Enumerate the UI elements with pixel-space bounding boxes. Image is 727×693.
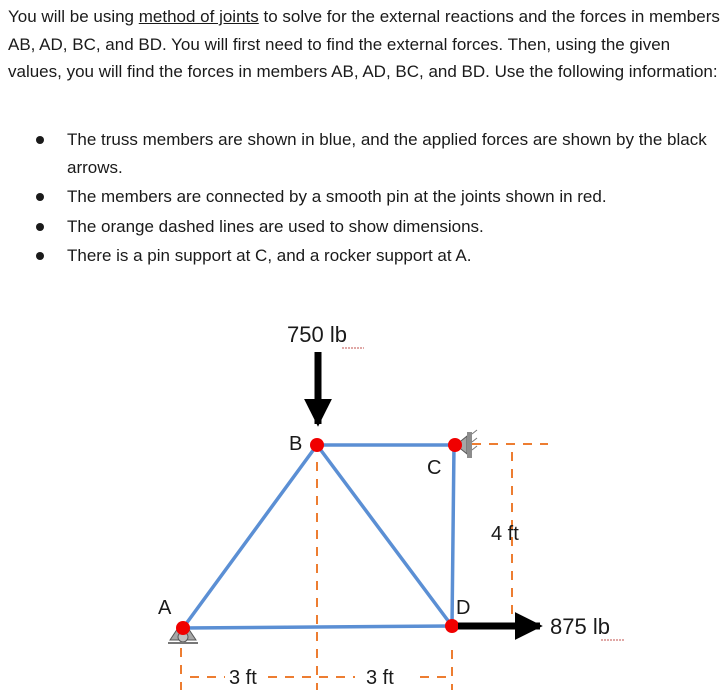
dim-label-vertical: 4 ft — [491, 523, 519, 545]
joint-b — [310, 438, 324, 452]
list-item: The orange dashed lines are used to show dimensions. — [0, 213, 727, 241]
joints — [176, 438, 462, 635]
node-label-b: B — [289, 433, 303, 455]
dim-label-left: 3 ft — [229, 667, 257, 689]
member-ad — [183, 626, 452, 628]
truss-members — [183, 445, 454, 628]
node-label-c: C — [427, 457, 442, 479]
node-label-a: A — [158, 597, 172, 619]
member-cd — [452, 445, 454, 626]
intro-text-start: You will be using — [8, 7, 139, 26]
method-of-joints-link[interactable]: method of joints — [138, 7, 259, 26]
list-item: There is a pin support at C, and a rocker support at A. — [0, 242, 727, 270]
joint-a — [176, 621, 190, 635]
joint-d — [445, 619, 459, 633]
joint-c — [448, 438, 462, 452]
dimension-lines — [181, 444, 548, 690]
load-label-right: 875 lb — [550, 614, 610, 639]
intro-text-end: to solve for the external reactions and the forces in members AB, AD, BC, and BD. You will first need to find the external forces. Then, using the given values, you will find the forces in members AB, AD, BC, and BD. Use the following information: — [8, 7, 720, 81]
dim-label-right: 3 ft — [366, 667, 394, 689]
node-label-d: D — [456, 597, 471, 619]
load-label-top: 750 lb — [287, 322, 347, 347]
member-ab — [183, 445, 317, 628]
list-item: The truss members are shown in blue, and the applied forces are shown by the black arrows. — [0, 126, 727, 181]
list-item: The members are connected by a smooth pin at the joints shown in red. — [0, 183, 727, 211]
